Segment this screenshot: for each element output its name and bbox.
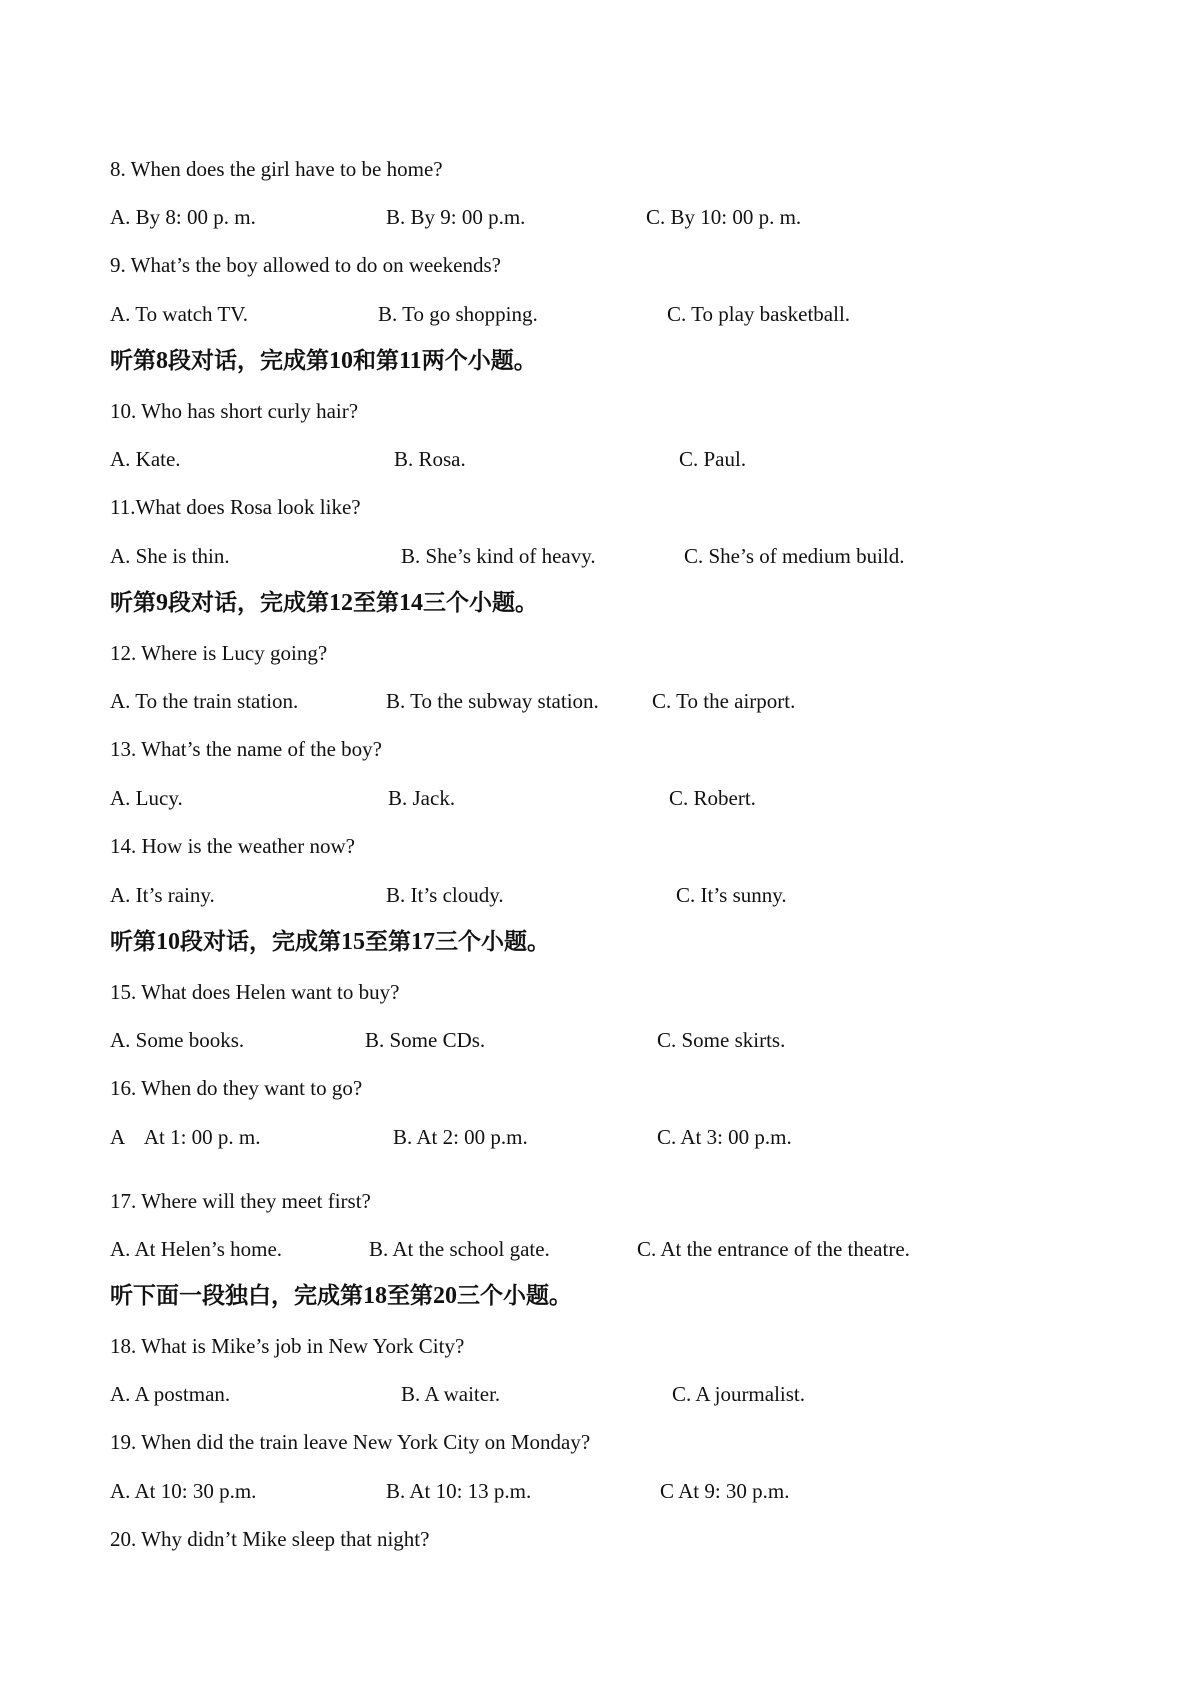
question-17-option-c: C. At the entrance of the theatre. xyxy=(637,1237,910,1261)
question-12-option-a: A. To the train station. xyxy=(110,689,299,713)
question-18-option-c: C. A jourmalist. xyxy=(672,1382,806,1406)
question-15-option-b: B. Some CDs. xyxy=(365,1028,486,1052)
question-16-option-b: B. At 2: 00 p.m. xyxy=(393,1125,528,1149)
question-12-option-b: B. To the subway station. xyxy=(386,689,599,713)
question-14-option-b: B. It’s cloudy. xyxy=(386,883,504,907)
question-18-option-a: A. A postman. xyxy=(110,1382,231,1406)
question-16-option-a: A At 1: 00 p. m. xyxy=(110,1125,261,1149)
question-17-stem: 17. Where will they meet first? xyxy=(110,1189,371,1213)
question-11-option-a: A. She is thin. xyxy=(110,544,230,568)
question-10-stem: 10. Who has short curly hair? xyxy=(110,399,359,423)
question-9-option-c: C. To play basketball. xyxy=(667,302,851,326)
question-12-option-c: C. To the airport. xyxy=(652,689,796,713)
question-18-option-b: B. A waiter. xyxy=(401,1382,501,1406)
question-17-option-a: A. At Helen’s home. xyxy=(110,1237,283,1261)
question-10-option-a: A. Kate. xyxy=(110,447,181,471)
question-10-option-c: C. Paul. xyxy=(679,447,747,471)
question-15-stem: 15. What does Helen want to buy? xyxy=(110,980,400,1004)
question-14-option-c: C. It’s sunny. xyxy=(676,883,787,907)
question-16-stem: 16. When do they want to go? xyxy=(110,1076,363,1100)
section-heading-dialogue-10: 听第10段对话，完成第15至第17三个小题。 xyxy=(110,929,550,955)
question-10-option-b: B. Rosa. xyxy=(394,447,466,471)
question-13-option-c: C. Robert. xyxy=(669,786,756,810)
question-13-stem: 13. What’s the name of the boy? xyxy=(110,737,382,761)
question-9-stem: 9. What’s the boy allowed to do on weekends? xyxy=(110,253,501,277)
question-13-option-a: A. Lucy. xyxy=(110,786,183,810)
question-9-option-a: A. To watch TV. xyxy=(110,302,248,326)
question-19-stem: 19. When did the train leave New York City on Monday? xyxy=(110,1430,591,1454)
question-14-stem: 14. How is the weather now? xyxy=(110,834,355,858)
question-19-option-c: C At 9: 30 p.m. xyxy=(660,1479,790,1503)
section-heading-dialogue-8: 听第8段对话，完成第10和第11两个小题。 xyxy=(110,348,537,374)
section-heading-monologue: 听下面一段独白，完成第18至第20三个小题。 xyxy=(110,1283,572,1309)
question-19-option-a: A. At 10: 30 p.m. xyxy=(110,1479,257,1503)
question-18-stem: 18. What is Mike’s job in New York City? xyxy=(110,1334,465,1358)
question-14-option-a: A. It’s rainy. xyxy=(110,883,215,907)
question-8-option-c: C. By 10: 00 p. m. xyxy=(646,205,802,229)
question-9-option-b: B. To go shopping. xyxy=(378,302,538,326)
question-17-option-b: B. At the school gate. xyxy=(369,1237,550,1261)
question-12-stem: 12. Where is Lucy going? xyxy=(110,641,328,665)
question-11-stem: 11.What does Rosa look like? xyxy=(110,495,361,519)
question-13-option-b: B. Jack. xyxy=(388,786,456,810)
question-8-stem: 8. When does the girl have to be home? xyxy=(110,157,443,181)
section-heading-dialogue-9: 听第9段对话，完成第12至第14三个小题。 xyxy=(110,590,538,616)
question-20-stem: 20. Why didn’t Mike sleep that night? xyxy=(110,1527,430,1551)
question-15-option-a: A. Some books. xyxy=(110,1028,245,1052)
question-19-option-b: B. At 10: 13 p.m. xyxy=(386,1479,532,1503)
question-16-option-c: C. At 3: 00 p.m. xyxy=(657,1125,792,1149)
question-8-option-a: A. By 8: 00 p. m. xyxy=(110,205,256,229)
question-8-option-b: B. By 9: 00 p.m. xyxy=(386,205,526,229)
question-11-option-c: C. She’s of medium build. xyxy=(684,544,905,568)
question-15-option-c: C. Some skirts. xyxy=(657,1028,786,1052)
question-11-option-b: B. She’s kind of heavy. xyxy=(401,544,596,568)
